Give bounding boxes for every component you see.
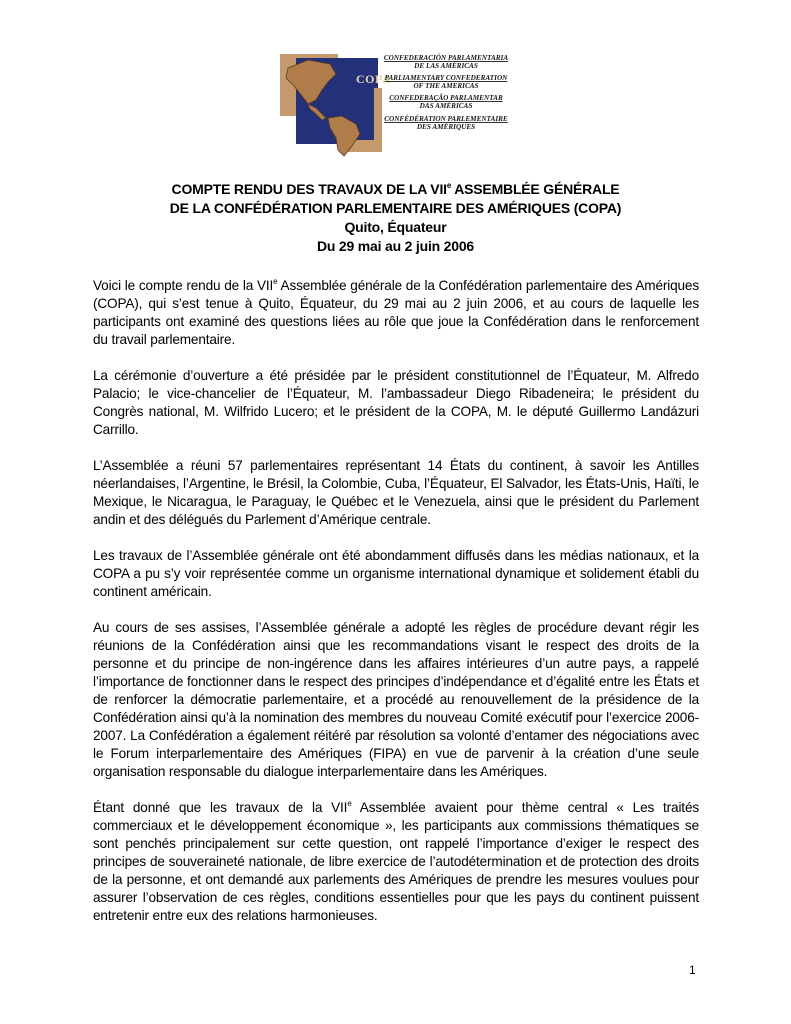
paragraph-media: Les travaux de l’Assemblée générale ont été abondamment diffusés dans les médias nationaux, et la COPA a pu s’y voir représentée comme un organisme international dynamique et solidement établi du continent américain. [93,548,699,599]
title-line-2: DE LA CONFÉDÉRATION PARLEMENTAIRE DES AMÉRIQUES (COPA) [169,200,622,216]
title-line-1: COMPTE RENDU DES TRAVAUX DE LA VIIe ASSEMBLÉE GÉNÉRALE [171,181,620,197]
paragraph-participants: L’Assemblée a réuni 57 parlementaires représentant 14 États du continent, à savoir les Antilles néerlandaises, l’Argentine, le Brésil, la Colombie, Cuba, l’Équateur, El Salvador, les États-Unis, Haïti, le Mexique, le Nicaragua, le Paraguay, le Québec et le Venezuela, ainsi que le président du Parlement andin et des délégués du Parlement d’Amérique centrale. [93,458,699,527]
logo-line: PARLIAMENTARY CONFEDERATION [384,74,508,83]
page-number: 1 [689,963,696,977]
logo-line: CONFEDERACIÓN PARLAMENTARIA [383,54,509,62]
logo-text [376,54,516,131]
document-title [0,180,791,256]
paragraph-theme: Étant donné que les travaux de la VIIe Assemblée avaient pour thème central « Les traités commerciaux et le développement économique », les participants aux commissions thématiques se sont penchés principalement sur cette question, ont rappelé l’importance d’exiger le respect des principes de souveraineté nationale, de libre exercice de l’autodétermination et de protection des droits de la personne, et ont demandé aux parlements des Amériques de prendre les mesures voulues pour assurer l’observation de ces règles, conditions essentielles pour que les pays du continent puissent entretenir entre eux des relations harmonieuses. [93,799,699,923]
paragraph-opening-ceremony: La cérémonie d’ouverture a été présidée par le président constitutionnel de l’Équateur, M. Alfredo Palacio; le vice-chancelier de l’Équateur, M. l’ambassadeur Diego Ribadeneira; le président du Congrès national, M. Wilfrido Lucero; et le président de la COPA, M. le député Guillermo Landázuri Carrillo. [93,368,699,437]
logo-line: DE LAS AMÉRICAS [414,62,478,71]
title-line-4: Du 29 mai au 2 juin 2006 [316,238,475,254]
document-body [93,277,699,943]
logo-line: OF THE AMERICAS [413,82,479,91]
logo-line: CONFEDERAÇÃO PARLAMENTAR [389,94,503,103]
logo-line: DAS AMÉRICAS [419,102,473,111]
title-line-3: Quito, Équateur [344,219,447,235]
copa-logo [278,46,518,158]
paragraph-intro: Voici le compte rendu de la VIIe Assemblée générale de la Confédération parlementaire des Amériques (COPA), qui s’est tenue à Quito, Équateur, du 29 mai au 2 juin 2006, et au cours de laquelle les participants ont examiné des questions liées au rôle que joue la Confédération dans le renforcement du travail parlementaire. [93,277,699,347]
logo-line: DES AMÉRIQUES [416,122,476,131]
americas-map-icon [278,46,390,158]
paragraph-decisions: Au cours de ses assises, l’Assemblée générale a adopté les règles de procédure devant régir les réunions de la Confédération ainsi que les recommandations visant le respect des droits de la personne et du principe de non-ingérence dans les affaires intérieures d’un autre pays, a rappelé l’importance de fonctionner dans le respect des principes d’indépendance et d’égalité entre les États et de renforcer la démocratie parlementaire, et a procédé au renouvellement de la présidence de la Confédération ainsi qu’à la nomination des membres du nouveau Comité exécutif pour l’exercice 2006-2007. La Confédération a également réitéré par résolution sa volonté d’entamer des négociations avec le Forum interparlementaire des Amériques (FIPA) en vue de parvenir à la création d’une seule organisation responsable du dialogue interparlementaire dans les Amériques. [93,620,699,779]
logo-acronym: COPA [356,72,392,86]
logo-line: CONFÉDÉRATION PARLEMENTAIRE [384,114,508,123]
